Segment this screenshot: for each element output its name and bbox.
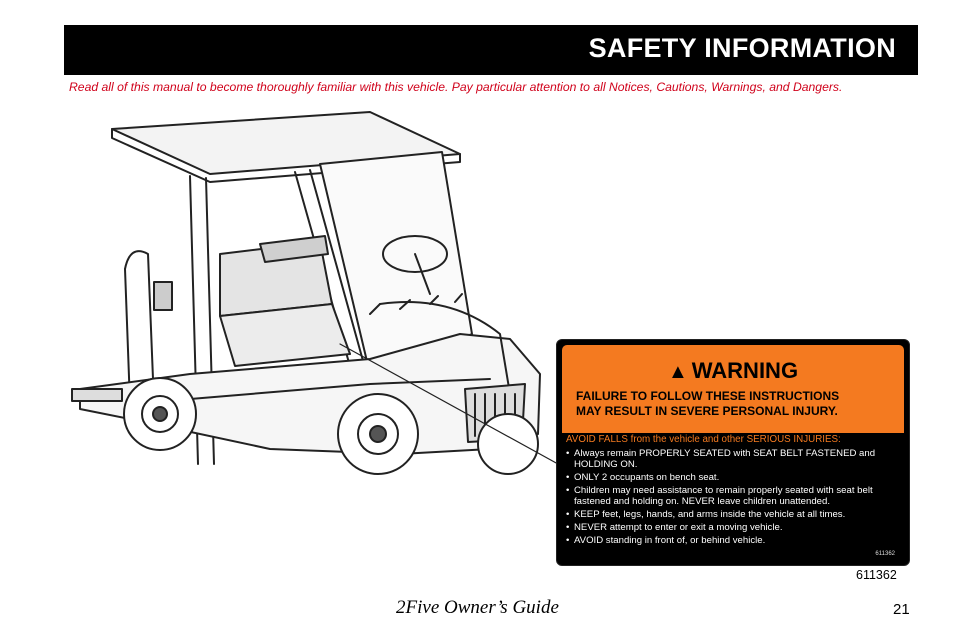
page-number: 21 [893,601,910,618]
list-item: • ONLY 2 occupants on bench seat. [566,472,902,483]
part-number: 611362 [856,568,897,582]
list-item: • AVOID standing in front of, or behind vehicle. [566,535,902,546]
list-item: • Children may need assistance to remain properly seated with seat belt fastened and holding on. NEVER leave children unattended. [566,485,902,507]
header-bar [64,25,918,75]
warning-label-header [562,345,904,433]
warning-heading: WARNING [691,358,799,383]
warning-triangle-icon: ▲ [667,361,688,383]
list-item: • KEEP feet, legs, hands, and arms inside the vehicle at all times. [566,509,902,520]
warning-label [556,339,910,566]
intro-text: Read all of this manual to become thoroughly familiar with this vehicle. Pay particular attention to all Notices, Cautions, Warnings, and Dangers. [69,80,843,94]
warning-avoid-line: AVOID FALLS from the vehicle and other SERIOUS INJURIES: [566,434,841,445]
list-item: • Always remain PROPERLY SEATED with SEAT BELT FASTENED and HOLDING ON. [566,448,902,470]
footer-guide-title: 2Five Owner’s Guide [396,597,559,618]
label-code: 611362 [875,551,895,557]
page-title: SAFETY INFORMATION [588,33,896,63]
warning-subheading: FAILURE TO FOLLOW THESE INSTRUCTIONS MAY RESULT IN SEVERE PERSONAL INJURY. [576,389,840,418]
list-item: • NEVER attempt to enter or exit a moving vehicle. [566,522,902,533]
warning-list [566,448,902,548]
